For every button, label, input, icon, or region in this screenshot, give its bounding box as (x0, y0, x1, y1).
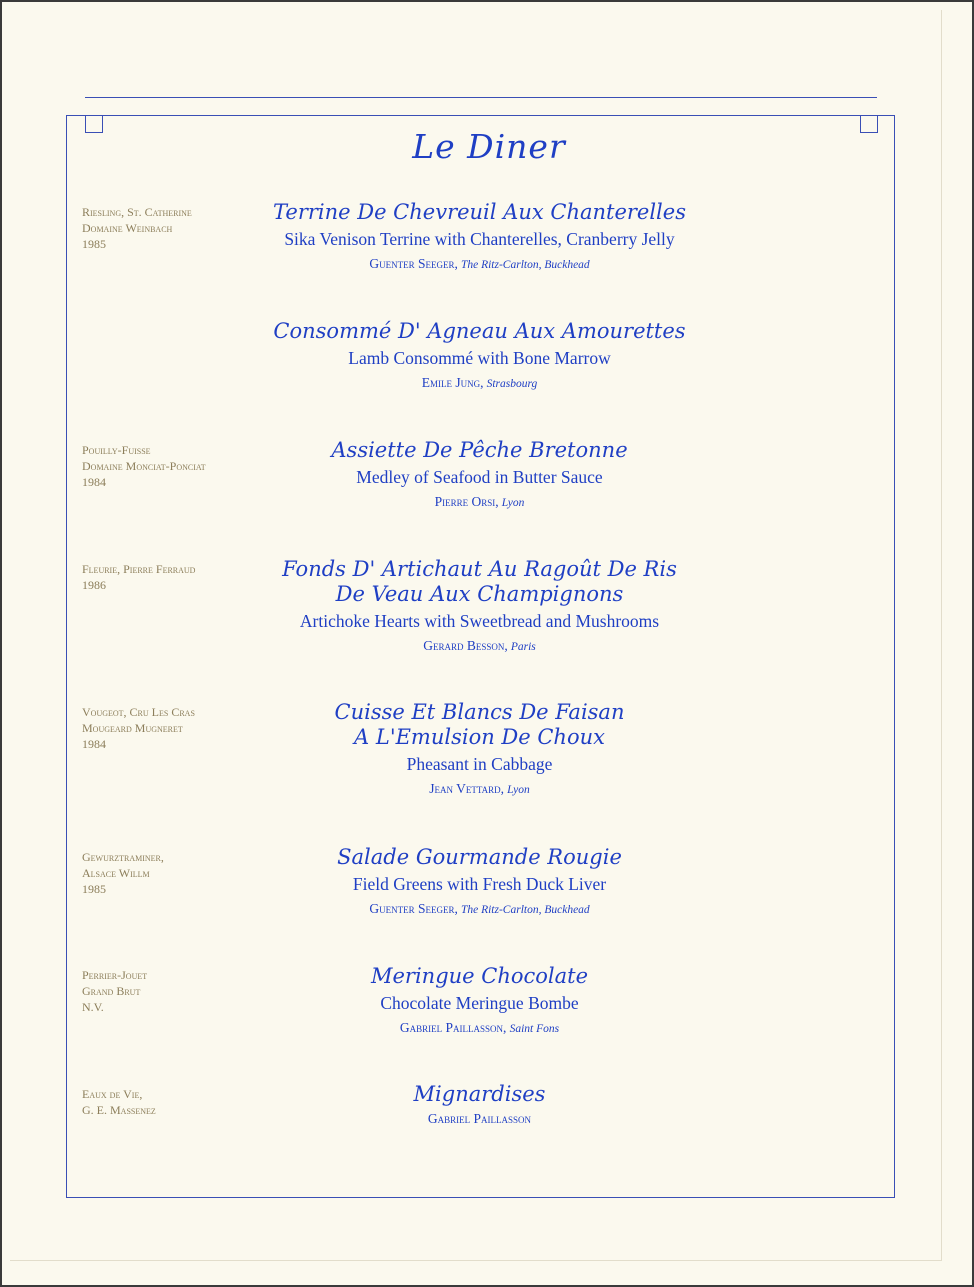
wine-line: Alsace Willm (82, 866, 150, 880)
course-chef (252, 375, 707, 392)
course-7 (252, 964, 707, 1037)
course-french-name: Mignardises (413, 1082, 546, 1106)
chef-place: Lyon (507, 784, 530, 796)
course-chef (252, 494, 707, 511)
wine-line: Pouilly-Fuisse (82, 443, 151, 457)
chef-name: Gabriel Paillasson, (399, 1020, 507, 1035)
course-english-name: Lamb Consommé with Bone Marrow (348, 348, 611, 368)
course-french-name: Assiette De Pêche Bretonne (331, 438, 628, 462)
course-chef (252, 638, 707, 655)
wine-pairing-7 (82, 1086, 262, 1118)
wine-line: Fleurie, Pierre Ferraud (82, 562, 196, 576)
wine-line: Grand Brut (82, 984, 141, 998)
chef-place: Lyon (501, 497, 525, 509)
chef-place: Strasbourg (486, 378, 538, 390)
wine-line: 1984 (82, 737, 106, 751)
wine-pairing-6 (82, 967, 262, 1015)
wine-line: G. E. Massenez (82, 1103, 156, 1117)
course-french-name: Fonds D' Artichaut Au Ragoût De Ris (282, 557, 677, 581)
course-chef (252, 1020, 707, 1037)
chef-place: Saint Fons (509, 1023, 560, 1035)
wine-line: Mougeard Mugneret (82, 721, 183, 735)
frame-top-rule (85, 97, 877, 98)
wine-line: Perrier-Jouet (82, 968, 148, 982)
course-2 (252, 319, 707, 392)
wine-pairing-4 (82, 704, 262, 752)
wine-pairing-3 (82, 561, 262, 593)
wine-line: Vougeot, Cru Les Cras (82, 705, 195, 719)
wine-line: 1985 (82, 882, 106, 896)
wine-line: 1986 (82, 578, 106, 592)
course-french-name: Meringue Chocolate (370, 964, 589, 988)
course-8 (252, 1082, 707, 1127)
chef-name: Guenter Seeger, (369, 256, 458, 271)
course-french-name: Cuisse Et Blancs De Faisan (334, 700, 625, 724)
course-1 (252, 200, 707, 273)
wine-pairing-1 (82, 204, 262, 252)
wine-line: Riesling, St. Catherine (82, 205, 192, 219)
chef-name: Jean Vettard, (429, 781, 504, 796)
course-french-name: Salade Gourmande Rougie (337, 845, 622, 869)
course-french-name: Consommé D' Agneau Aux Amourettes (273, 319, 686, 343)
chef-place: The Ritz-Carlton, Buckhead (460, 904, 590, 916)
course-6 (252, 845, 707, 918)
course-chef (252, 256, 707, 273)
course-french-name: Terrine De Chevreuil Aux Chanterelles (273, 200, 686, 224)
wine-line: Domaine Monciat-Ponciat (82, 459, 206, 473)
course-french-name-line2: A L'Emulsion De Choux (354, 725, 605, 749)
course-4 (252, 557, 707, 655)
course-english-name: Sika Venison Terrine with Chanterelles, Cranberry Jelly (284, 229, 675, 249)
chef-name: Gerard Besson, (423, 638, 508, 653)
course-chef (252, 1111, 707, 1127)
course-english-name: Medley of Seafood in Butter Sauce (356, 467, 603, 487)
course-english-name: Pheasant in Cabbage (406, 754, 553, 774)
course-3 (252, 438, 707, 511)
wine-line: Eaux de Vie, (82, 1087, 143, 1101)
course-english-name: Artichoke Hearts with Sweetbread and Mushrooms (299, 611, 660, 631)
course-french-name-line2: De Veau Aux Champignons (335, 582, 624, 606)
wine-line: Gewurztraminer, (82, 850, 164, 864)
course-5 (252, 700, 707, 798)
chef-name: Gabriel Paillasson (427, 1111, 532, 1126)
chef-name: Guenter Seeger, (369, 901, 458, 916)
chef-place: The Ritz-Carlton, Buckhead (460, 259, 590, 271)
course-english-name: Field Greens with Fresh Duck Liver (352, 874, 607, 894)
chef-place: Paris (510, 641, 536, 653)
wine-pairing-5 (82, 849, 262, 897)
course-chef (252, 781, 707, 798)
wine-pairing-2 (82, 442, 262, 490)
wine-line: Domaine Weinbach (82, 221, 173, 235)
wine-line: 1985 (82, 237, 106, 251)
chef-name: Pierre Orsi, (434, 494, 499, 509)
wine-line: N.V. (82, 1000, 104, 1014)
wine-line: 1984 (82, 475, 106, 489)
course-chef (252, 901, 707, 918)
chef-name: Emile Jung, (421, 375, 484, 390)
menu-title: Le Diner (412, 127, 566, 166)
course-english-name: Chocolate Meringue Bombe (380, 993, 579, 1013)
